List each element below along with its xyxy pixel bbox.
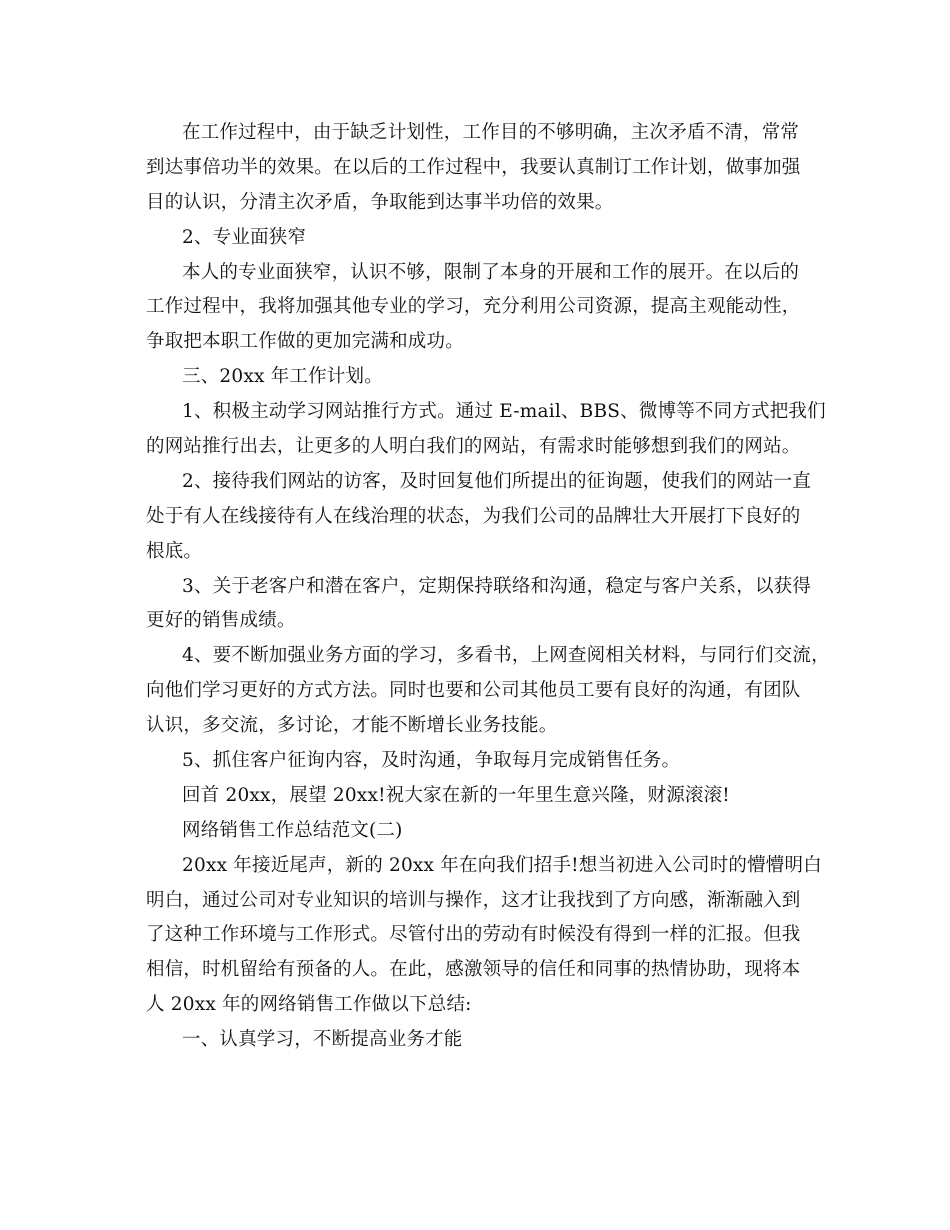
- section-heading: 2、专业面狭窄: [182, 226, 307, 248]
- paragraph-line: 向他们学习更好的方式方法。同时也要和公司其他员工要有良好的沟通，有团队: [146, 680, 801, 702]
- paragraph-line: 处于有人在线接待有人在线治理的状态，为我们公司的品牌壮大开展打下良好的: [146, 505, 801, 527]
- paragraph-line: 了这种工作环境与工作形式。尽管付出的劳动有时候没有得到一样的汇报。但我: [146, 924, 801, 946]
- section-heading: 一、认真学习，不断提高业务才能: [182, 1029, 463, 1051]
- paragraph-line: 20xx 年接近尾声，新的 20xx 年在向我们招手!想当初进入公司时的懵懵明白: [182, 854, 822, 876]
- paragraph-line: 回首 20xx，展望 20xx!祝大家在新的一年里生意兴隆，财源滚滚!: [182, 784, 730, 806]
- paragraph-line: 到达事倍功半的效果。在以后的工作过程中，我要认真制订工作计划，做事加强: [146, 156, 801, 178]
- paragraph-line: 根底。: [146, 540, 203, 562]
- paragraph-line: 人 20xx 年的网络销售工作做以下总结:: [146, 994, 472, 1016]
- paragraph-line: 认识，多交流，多讨论，才能不断增长业务技能。: [146, 715, 558, 737]
- paragraph-line: 5、抓住客户征询内容，及时沟通，争取每月完成销售任务。: [182, 750, 681, 772]
- paragraph-line: 相信，时机留给有预备的人。在此，感激领导的信任和同事的热情协助，现将本: [146, 959, 801, 981]
- section-heading: 三、20xx 年工作计划。: [182, 366, 383, 388]
- paragraph-line: 1、积极主动学习网站推行方式。通过 E-mail、BBS、微博等不同方式把我们: [182, 401, 826, 423]
- paragraph-line: 3、关于老客户和潜在客户，定期保持联络和沟通，稳定与客户关系，以获得: [182, 575, 812, 597]
- section-heading: 网络销售工作总结范文(二): [182, 819, 403, 841]
- paragraph-line: 更好的销售成绩。: [146, 610, 296, 632]
- paragraph-line: 本人的专业面狭窄，认识不够，限制了本身的开展和工作的展开。在以后的: [182, 261, 800, 283]
- paragraph-line: 4、要不断加强业务方面的学习，多看书，上网查阅相关材料，与同行们交流，: [182, 645, 830, 667]
- paragraph-line: 工作过程中，我将加强其他专业的学习，充分利用公司资源，提高主观能动性，: [146, 296, 801, 318]
- paragraph-line: 目的认识，分清主次矛盾，争取能到达事半功倍的效果。: [146, 191, 614, 213]
- paragraph-line: 的网站推行出去，让更多的人明白我们的网站，有需求时能够想到我们的网站。: [146, 436, 801, 458]
- paragraph-line: 2、接待我们网站的访客，及时回复他们所提出的征询题，使我们的网站一直: [182, 470, 812, 492]
- paragraph-line: 明白，通过公司对专业知识的培训与操作，这才让我找到了方向感，渐渐融入到: [146, 889, 801, 911]
- paragraph-line: 争取把本职工作做的更加完满和成功。: [146, 331, 464, 353]
- document-body: [146, 116, 830, 1058]
- paragraph-line: 在工作过程中，由于缺乏计划性，工作目的不够明确，主次矛盾不清，常常: [182, 122, 800, 143]
